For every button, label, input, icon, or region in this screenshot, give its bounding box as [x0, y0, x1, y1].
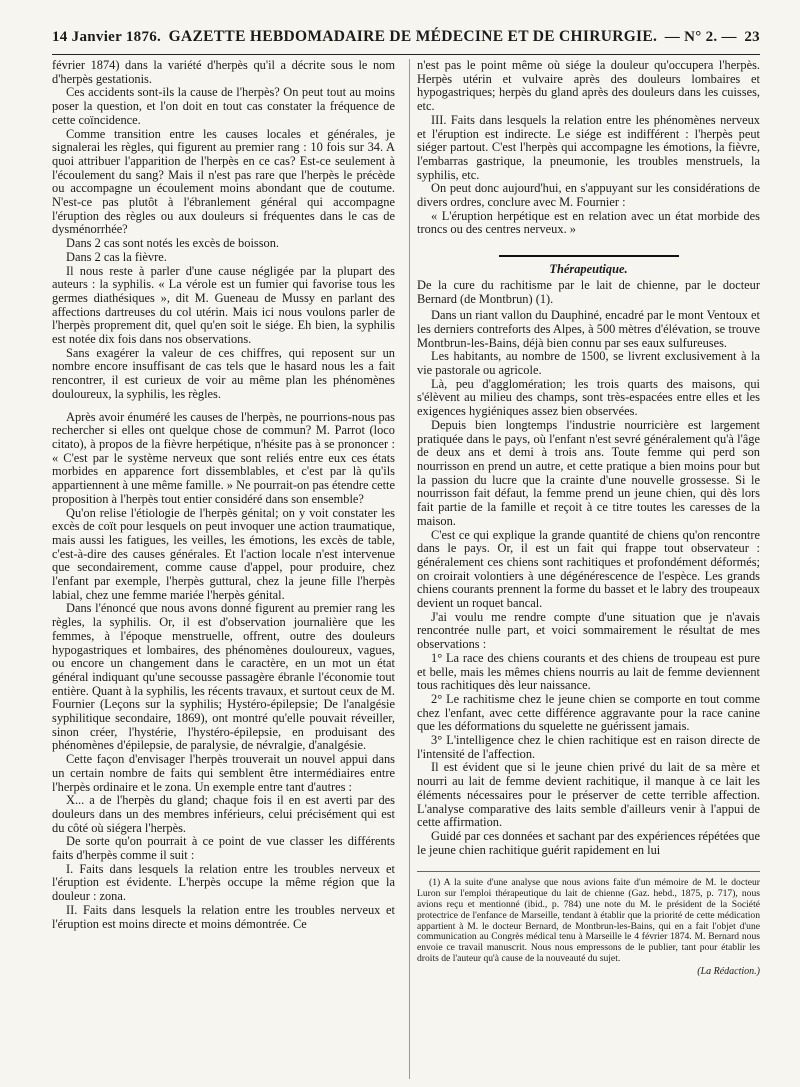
paragraph: De sorte qu'on pourrait à ce point de vue classer les différents faits d'herpès comme il suit :: [52, 834, 395, 863]
paragraph: Il est évident que si le jeune chien privé du lait de sa mère et nourri au lait de femme devient rachitique, il manque à ce lait les éléments nécessaires pour le préserver de cette terrible affection. L'analyse comparative des laits semble d'ailleurs venir à l'appui de cette affirmation.: [417, 760, 760, 830]
paragraph: n'est pas le point même où siége la douleur qu'occupera l'herpès. Herpès utérin et vulvaire après des douleurs lombaires et hypogastriques; herpès du gland après des douleurs dans les cuisses, etc.: [417, 59, 760, 114]
section-rule: [499, 255, 679, 257]
paragraph: On peut donc aujourd'hui, en s'appuyant sur les considérations de divers ordres, conclure avec M. Fournier :: [417, 181, 760, 210]
paragraph: I. Faits dans lesquels la relation entre les troubles nerveux et l'éruption est évidente. L'herpès occupe la même région que la douleur : zona.: [52, 861, 395, 904]
paragraph: Dans un riant vallon du Dauphiné, encadré par le mont Ventoux et les derniers contreforts des Alpes, à 500 mètres d'élévation, se trouve Montbrun-les-Bains, déjà bien connu par ses eaux sulfureuses.: [417, 308, 760, 350]
paragraph: Dans l'énoncé que nous avons donné figurent au premier rang les règles, la syphilis. Or, il est d'observation journalière que les femmes, à l'époque menstruelle, offrent, outre des douleurs hypogastriques et lombaires, des phénomènes douloureux, vagues, ou encore un changement dans le caractère, en un mot un état général indiquant qu'une secousse passagère ébranle l'économie tout entière. Quant à la syphilis, les récents travaux, et surtout ceux de M. Fournier (Leçons sur la syphilis; Hystéro-épilepsie; De l'analgésie syphilitique secondaire, 1869), ont montré qu'elle pouvait réveiller, sinon créer, l'hystérie, l'hystéro-épilepsie, en produisant des phénomènes d'épilepsie, de paralysie, de névralgie, d'analgésie.: [52, 601, 395, 753]
columns: [52, 59, 760, 1079]
paragraph: Qu'on relise l'étiologie de l'herpès génital; on y voit constater les excès de coït pour lesquels on peut invoquer une action traumatique, mais aussi les fatigues, les veilles, les émotions, les excès de table, c'est-à-dire des causes générales. Et l'action locale n'est intervenue que secondairement, comme cause d'appel, pour produire, chez l'enfant par exemple, l'herpès guttural, chez la jeune fille l'herpès labial, chez une femme mariée l'herpès génital.: [52, 505, 395, 602]
paragraph: Cette façon d'envisager l'herpès trouverait un nouvel appui dans un certain nombre de faits qui semblent être intermédiaires entre l'herpès ordinaire et le zona. Un exemple entre tant d'autres :: [52, 752, 395, 794]
right-column: [417, 59, 760, 1079]
paragraph: C'est ce qui explique la grande quantité de chiens qu'on rencontre dans le pays. Or, il est un fait qui frappe tout observateur : généralement ces chiens sont rachitiques et profondément déformés; on croirait volontiers à une dégénérescence de l'espèce. Les grands chiens courants prennent la forme du basset et le labry des troupeaux devient un roquet bancal.: [417, 527, 760, 611]
header-rule: [52, 54, 760, 55]
paragraph: Sans exagérer la valeur de ces chiffres, qui reposent sur un nombre encore insuffisant de cas tels que le hasard nous les a fait rencontrer, il est curieux de voir au même plan les phénomènes douloureux, la syphilis, les règles.: [52, 345, 395, 401]
paragraph: Guidé par ces données et sachant par des expériences répétées que le jeune chien rachitique guérit rapidement en lui: [417, 828, 760, 857]
paragraph: Après avoir énuméré les causes de l'herpès, ne pourrions-nous pas rechercher si elles ont quelque chose de commun? M. Parrot (loco citato), à propos de la fièvre herpétique, n'hésite pas à se prononcer : « C'est par le système nerveux que sont reliés entre eux ces états morbides en apparence fort dissemblables, et c'est par là qu'ils appartiennent à une même famille. » Ne pourrait-on pas étendre cette proposition à l'herpès tout entier considéré dans son ensemble?: [52, 409, 395, 506]
article-title: De la cure du rachitisme par le lait de chienne, par le docteur Bernard (de Montbrun) (1).: [417, 277, 760, 306]
page-header: [52, 28, 760, 52]
section-title: Thérapeutique.: [549, 262, 628, 277]
issue-number: — N° 2. —: [664, 29, 737, 45]
page-number: 23: [744, 29, 760, 45]
paragraph: Dans 2 cas sont notés les excès de boisson.: [66, 236, 280, 251]
paragraph: X... a de l'herpès du gland; chaque fois il en est averti par des douleurs dans un des membres inférieurs, celui précisément qui est du côté où siégera l'herpès.: [52, 793, 395, 835]
paragraph: J'ai voulu me rendre compte d'une situation que je n'avais rencontrée nulle part, et voici sommairement le résultat de mes observations :: [417, 609, 760, 652]
header-date: 14 Janvier 1876.: [52, 29, 162, 45]
footnote-text: (1) A la suite d'une analyse que nous avions faite d'un mémoire de M. le docteur Luron sur l'emploi thérapeutique du lait de chienne (Gaz. hebd., 1875, p. 717), nous avions reçu et mentionné (ibid., p. 784) une note du M. le président de la Société protectrice de l'enfance de Marseille, tendant à établir que la priorité de cette médication appartient à M. le docteur Bernard, de Montbrun-les-Bains, qui en a fait l'objet d'une communication au Congrès médical tenu à Marseille le 4 février 1874. M. Bernard nous envoie ce travail manuscrit. Nous nous empressons de le publier, tant pour établir les droits de l'auteur qu'à cause de la nouveauté du sujet.: [417, 877, 760, 964]
paragraph: Là, peu d'agglomération; les trois quarts des maisons, qui s'élèvent au milieu des champs, sont très-espacées entre elles et les exigences hygiéniques assez bien observées.: [417, 376, 760, 419]
paragraph: Il nous reste à parler d'une cause négligée par la plupart des auteurs : la syphilis. « La vérole est un fumier qui favorise tous les germes diathésiques », dit M. Gueneau de Mussy en parlant des affections dartreuses du col utérin. Mais ici nous voulons parler de l'herpès proprement dit, quel qu'en soit le siége. Eh bien, la syphilis est notée dix fois dans nos observations.: [52, 263, 395, 347]
column-divider: [409, 59, 410, 1079]
paragraph: Dans 2 cas la fièvre.: [66, 249, 167, 264]
paragraph: « L'éruption herpétique est en relation avec un état morbide des troncs ou des centres nerveux. »: [417, 208, 760, 237]
paragraph: Depuis bien longtemps l'industrie nourricière est largement pratiquée dans le pays, où l'enfant n'est sevré généralement qu'à l'âge de deux ans et demi à trois ans. Toute femme qui perd son nourrisson en prend un autre, et cette pratique a bien moins pour but la passion du lucre que la crainte d'une nouvelle grossesse. Si le nourrisson fait défaut, la femme prend un jeune chien, qui dès lors fait partie de la famille et reçoit à ce titre toutes les caresses de la maison.: [417, 417, 760, 528]
paragraph: 1° La race des chiens courants et des chiens de troupeau est pure et belle, mais les mêmes chiens nourris au lait de femme deviennent tous rachitiques dès leur naissance.: [417, 650, 760, 693]
paragraph: 2° Le rachitisme chez le jeune chien se comporte en tout comme chez l'enfant, avec cette différence aggravante pour la race canine que les déformations du squelette ne guérissent jamais.: [417, 691, 760, 734]
footnote: [417, 871, 760, 977]
paragraph: Les habitants, au nombre de 1500, se livrent exclusivement à la vie pastorale ou agricole.: [417, 349, 760, 378]
left-column: [52, 59, 401, 1079]
paragraph: Comme transition entre les causes locales et générales, je signalerai les règles, qui figurent au premier rang : 10 fois sur 34. A quoi attribuer l'apparition de l'herpès en ce cas? Est-ce seulement à l'écoulement du sang? Mais il n'est pas rare que l'herpès le précède ou accompagne un écoulement moins abondant que de coutume. N'est-ce pas plutôt à l'ébranlement général qui accompagne l'éruption des règles ou aux douleurs si fréquentes dans le cas de dysménorrhée?: [52, 126, 395, 237]
paragraph: II. Faits dans lesquels la relation entre les troubles nerveux et l'éruption est moins directe et moins démontrée. Ce: [52, 902, 395, 931]
paragraph: III. Faits dans lesquels la relation entre les phénomènes nerveux et l'éruption est indirecte. Le siége est indifférent : l'herpès peut siéger partout. C'est l'herpès qui accompagne les émotions, la fièvre, l'embarras gastrique, la pneumonie, les troubles menstruels, la syphilis, etc.: [417, 112, 760, 182]
editorial-signature: (La Rédaction.): [697, 965, 760, 977]
journal-title: GAZETTE HEBDOMADAIRE DE MÉDECINE ET DE CHIRURGIE.: [168, 28, 658, 45]
paragraph: février 1874) dans la variété d'herpès qu'il a décrite sous le nom d'herpès gestationis.: [52, 59, 395, 86]
paragraph: Ces accidents sont-ils la cause de l'herpès? On peut tout au moins poser la question, et l'on doit en tout cas constater la fréquence de cette coïncidence.: [52, 85, 395, 127]
paragraph: 3° L'intelligence chez le chien rachitique est en raison directe de l'intensité de l'affection.: [417, 733, 760, 761]
